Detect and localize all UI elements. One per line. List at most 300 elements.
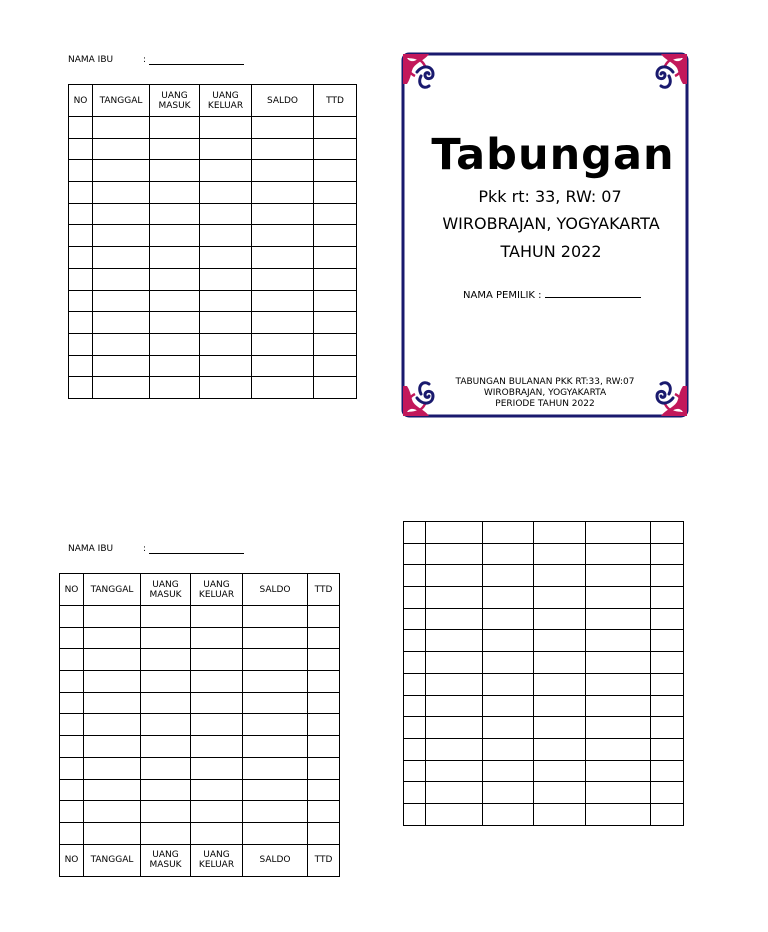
ledger-cell[interactable] [150,333,200,355]
ledger-cell[interactable] [308,671,340,693]
nama-ibu-blank[interactable] [149,553,244,554]
ledger-cell[interactable] [651,760,684,782]
ledger-cell[interactable] [141,736,191,758]
column-header: NO [60,574,84,606]
ledger-cell[interactable] [252,312,314,334]
table-row [69,160,357,182]
ledger-cell[interactable] [69,290,93,312]
ledger-cell[interactable] [404,695,426,717]
ledger-cell[interactable] [404,717,426,739]
ledger-cell[interactable] [200,117,252,139]
table-row [69,138,357,160]
ledger-cell[interactable] [252,268,314,290]
ledger-cell[interactable] [314,117,357,139]
table-row [69,117,357,139]
ledger-cell[interactable] [404,673,426,695]
ledger-cell[interactable] [69,377,93,399]
ledger-cell[interactable] [150,225,200,247]
ledger-cell[interactable] [586,543,651,565]
cover-pkk-line: Pkk rt: 33, RW: 07 [478,187,622,206]
ledger-cell[interactable] [69,182,93,204]
ledger-cell[interactable] [308,649,340,671]
ledger-cell[interactable] [93,182,150,204]
ledger-cell[interactable] [651,608,684,630]
ledger-cell[interactable] [308,801,340,823]
header-row [60,574,340,606]
ledger-cell[interactable] [60,822,84,844]
ledger-cell[interactable] [252,355,314,377]
ledger-cell[interactable] [404,652,426,674]
ledger-cell[interactable] [534,608,586,630]
ledger-cell[interactable] [314,203,357,225]
cover-footer-line: TABUNGAN BULANAN PKK RT:33, RW:07 [455,377,635,387]
ledger-cell[interactable] [426,522,483,544]
ledger-cell[interactable] [483,738,534,760]
ledger-table-top [68,84,357,399]
ledger-cell[interactable] [191,627,243,649]
ledger-cell[interactable] [404,738,426,760]
table-row [404,608,684,630]
ledger-cell[interactable] [150,203,200,225]
ledger-cell[interactable] [586,803,651,825]
ledger-cell[interactable] [252,138,314,160]
ledger-cell[interactable] [314,160,357,182]
ledger-cell[interactable] [426,717,483,739]
ledger-cell[interactable] [483,695,534,717]
ledger-cell[interactable] [651,587,684,609]
table-row [69,225,357,247]
ledger-cell[interactable] [200,138,252,160]
column-header: UANG KELUAR [191,844,243,876]
ledger-cell[interactable] [191,649,243,671]
ledger-cell[interactable] [651,782,684,804]
ledger-cell[interactable] [243,692,308,714]
column-header: TANGGAL [93,85,150,117]
ledger-cell[interactable] [252,290,314,312]
ledger-cell[interactable] [141,606,191,628]
cover-footer-line: WIROBRAJAN, YOGYAKARTA [483,388,607,398]
ledger-cell[interactable] [60,757,84,779]
ledger-cell[interactable] [191,736,243,758]
ledger-cell[interactable] [651,565,684,587]
ledger-cell[interactable] [252,182,314,204]
ledger-cell[interactable] [93,247,150,269]
ledger-cell[interactable] [483,782,534,804]
table-row [69,333,357,355]
nama-ibu-line-bottom [68,544,147,554]
ledger-cell[interactable] [404,803,426,825]
ledger-cell[interactable] [586,630,651,652]
ledger-cell[interactable] [93,225,150,247]
ledger-cell[interactable] [150,117,200,139]
ledger-cell[interactable] [60,627,84,649]
ledger-cell[interactable] [60,714,84,736]
nama-pemilik-label: NAMA PEMILIK : [463,290,542,301]
ledger-cell[interactable] [243,714,308,736]
table-row [404,565,684,587]
blank-ledger-grid [403,521,684,826]
ledger-cell[interactable] [308,822,340,844]
header-row [69,85,357,117]
ledger-cell[interactable] [93,117,150,139]
nama-ibu-colon: : [143,55,147,65]
ledger-cell[interactable] [651,522,684,544]
ledger-cell[interactable] [84,692,141,714]
ledger-cell[interactable] [252,203,314,225]
ledger-cell[interactable] [69,312,93,334]
ledger-cell[interactable] [314,290,357,312]
table-row [60,779,340,801]
ledger-cell[interactable] [243,649,308,671]
ledger-cell[interactable] [150,377,200,399]
ledger-cell[interactable] [69,160,93,182]
cover-footer [398,377,692,410]
table-row [404,695,684,717]
ledger-cell[interactable] [534,695,586,717]
ledger-cell[interactable] [93,268,150,290]
ledger-cell[interactable] [651,695,684,717]
ledger-cell[interactable] [84,736,141,758]
table-row [60,714,340,736]
ledger-cell[interactable] [308,779,340,801]
ledger-cell[interactable] [426,543,483,565]
ledger-cell[interactable] [314,333,357,355]
ledger-cell[interactable] [191,714,243,736]
ledger-cell[interactable] [191,671,243,693]
table-row [69,355,357,377]
table-row [404,717,684,739]
table-row [60,627,340,649]
ledger-cell[interactable] [651,630,684,652]
ledger-cell[interactable] [84,649,141,671]
ledger-cell[interactable] [586,652,651,674]
ledger-cell[interactable] [426,782,483,804]
ledger-cell[interactable] [483,630,534,652]
ledger-cell[interactable] [534,760,586,782]
ledger-cell[interactable] [534,673,586,695]
ledger-cell[interactable] [483,717,534,739]
ledger-cell[interactable] [404,630,426,652]
ledger-cell[interactable] [483,565,534,587]
ledger-cell[interactable] [84,671,141,693]
ledger-cell[interactable] [586,673,651,695]
ledger-cell[interactable] [651,803,684,825]
ledger-cell[interactable] [651,652,684,674]
table-row [69,203,357,225]
ledger-cell[interactable] [586,522,651,544]
column-header: SALDO [243,574,308,606]
ledger-cell[interactable] [84,801,141,823]
ledger-cell[interactable] [84,627,141,649]
ledger-cell[interactable] [534,717,586,739]
table-row [69,290,357,312]
ledger-cell[interactable] [426,587,483,609]
nama-ibu-blank[interactable] [149,64,244,65]
nama-pemilik-blank[interactable] [545,289,641,298]
ledger-cell[interactable] [651,673,684,695]
ledger-cell[interactable] [200,355,252,377]
ledger-cell[interactable] [534,738,586,760]
ledger-cell[interactable] [191,757,243,779]
ledger-cell[interactable] [314,355,357,377]
ledger-cell[interactable] [191,801,243,823]
ledger-cell[interactable] [93,312,150,334]
ledger-cell[interactable] [483,587,534,609]
ledger-cell[interactable] [308,627,340,649]
ledger-cell[interactable] [69,355,93,377]
cover-title: Tabungan [431,130,675,180]
column-header: TTD [308,574,340,606]
ledger-cell[interactable] [534,587,586,609]
ledger-cell[interactable] [243,757,308,779]
ledger-cell[interactable] [243,822,308,844]
ledger-cell[interactable] [586,760,651,782]
table-row [69,268,357,290]
ledger-cell[interactable] [252,160,314,182]
table-row [404,738,684,760]
ledger-cell[interactable] [150,290,200,312]
ledger-cell[interactable] [93,203,150,225]
ledger-cell[interactable] [69,268,93,290]
ledger-cell[interactable] [426,803,483,825]
ledger-cell[interactable] [69,203,93,225]
ledger-cell[interactable] [426,565,483,587]
ledger-cell[interactable] [200,247,252,269]
column-header: UANG KELUAR [191,574,243,606]
ledger-cell[interactable] [150,160,200,182]
column-header: UANG KELUAR [200,85,252,117]
ledger-cell[interactable] [200,312,252,334]
table-row [60,757,340,779]
table-row [69,247,357,269]
ledger-cell[interactable] [534,803,586,825]
ledger-cell[interactable] [200,333,252,355]
ledger-cell[interactable] [426,630,483,652]
table-row [60,606,340,628]
ledger-cell[interactable] [69,117,93,139]
ledger-cell[interactable] [314,182,357,204]
ledger-cell[interactable] [308,757,340,779]
ledger-cell[interactable] [252,377,314,399]
ledger-cell[interactable] [314,312,357,334]
ledger-cell[interactable] [252,333,314,355]
ledger-cell[interactable] [534,782,586,804]
footer-header-row [60,844,340,876]
ledger-cell[interactable] [404,782,426,804]
ledger-cell[interactable] [483,760,534,782]
table-row [404,782,684,804]
ledger-cell[interactable] [483,608,534,630]
ledger-cell[interactable] [308,692,340,714]
ledger-cell[interactable] [141,757,191,779]
ledger-cell[interactable] [191,822,243,844]
ledger-cell[interactable] [200,203,252,225]
ledger-cell[interactable] [586,587,651,609]
column-header: SALDO [252,85,314,117]
corner-ornament-top-left [403,54,433,87]
ledger-cell[interactable] [200,182,252,204]
ledger-cell[interactable] [426,652,483,674]
ledger-cell[interactable] [200,160,252,182]
ledger-cell[interactable] [141,692,191,714]
ledger-cell[interactable] [586,782,651,804]
ledger-cell[interactable] [243,671,308,693]
ledger-cell[interactable] [426,738,483,760]
column-header: TTD [314,85,357,117]
ledger-cell[interactable] [150,355,200,377]
ledger-cell[interactable] [314,268,357,290]
ledger-cell[interactable] [150,247,200,269]
table-row [60,822,340,844]
ledger-cell[interactable] [404,522,426,544]
table-row [404,673,684,695]
table-row [404,522,684,544]
ledger-cell[interactable] [404,565,426,587]
ledger-cell[interactable] [404,587,426,609]
ledger-cell[interactable] [651,717,684,739]
ledger-cell[interactable] [200,377,252,399]
ledger-cell[interactable] [243,736,308,758]
ledger-cell[interactable] [534,630,586,652]
ledger-cell[interactable] [84,822,141,844]
ledger-cell[interactable] [314,138,357,160]
ledger-cell[interactable] [243,779,308,801]
column-header: TANGGAL [84,844,141,876]
ledger-cell[interactable] [60,801,84,823]
ledger-cell[interactable] [534,652,586,674]
ledger-cell[interactable] [84,714,141,736]
table-row [404,630,684,652]
ledger-cell[interactable] [483,543,534,565]
ledger-cell[interactable] [586,738,651,760]
ledger-cell[interactable] [60,692,84,714]
nama-ibu-line-top [68,55,147,65]
column-header: NO [69,85,93,117]
ledger-cell[interactable] [60,779,84,801]
ledger-cell[interactable] [93,377,150,399]
ledger-cell[interactable] [191,606,243,628]
ledger-cell[interactable] [150,268,200,290]
ledger-cell[interactable] [586,717,651,739]
ledger-cell[interactable] [150,138,200,160]
ledger-table-bottom [59,573,340,877]
ledger-cell[interactable] [243,627,308,649]
ledger-cell[interactable] [534,522,586,544]
table-row [69,377,357,399]
table-row [404,587,684,609]
ledger-cell[interactable] [191,692,243,714]
ledger-cell[interactable] [483,522,534,544]
column-header: NO [60,844,84,876]
ledger-cell[interactable] [141,822,191,844]
ledger-cell[interactable] [191,779,243,801]
ledger-cell[interactable] [243,606,308,628]
ledger-cell[interactable] [426,673,483,695]
nama-ibu-label: NAMA IBU [68,55,114,65]
ledger-cell[interactable] [308,606,340,628]
cover-card [398,50,692,419]
ledger-cell[interactable] [69,138,93,160]
ledger-cell[interactable] [483,803,534,825]
ledger-cell[interactable] [483,652,534,674]
ledger-cell[interactable] [404,760,426,782]
ledger-cell[interactable] [252,247,314,269]
ledger-cell[interactable] [483,673,534,695]
ledger-cell[interactable] [586,695,651,717]
ledger-cell[interactable] [252,117,314,139]
ledger-cell[interactable] [141,627,191,649]
ledger-cell[interactable] [141,714,191,736]
ledger-cell[interactable] [534,543,586,565]
ledger-cell[interactable] [252,225,314,247]
ledger-cell[interactable] [141,801,191,823]
ledger-cell[interactable] [651,543,684,565]
ledger-cell[interactable] [141,671,191,693]
ledger-cell[interactable] [150,312,200,334]
table-row [404,543,684,565]
ledger-cell[interactable] [243,801,308,823]
ledger-cell[interactable] [308,714,340,736]
ledger-cell[interactable] [314,225,357,247]
ledger-cell[interactable] [60,606,84,628]
ledger-cell[interactable] [150,182,200,204]
ledger-cell[interactable] [314,247,357,269]
table-row [69,312,357,334]
table-row [60,649,340,671]
ledger-cell[interactable] [93,333,150,355]
ledger-cell[interactable] [534,565,586,587]
ledger-cell[interactable] [308,736,340,758]
ledger-cell[interactable] [60,736,84,758]
ledger-cell[interactable] [93,138,150,160]
ledger-cell[interactable] [60,671,84,693]
ledger-cell[interactable] [200,225,252,247]
ledger-cell[interactable] [93,290,150,312]
ledger-cell[interactable] [314,377,357,399]
ledger-cell[interactable] [404,543,426,565]
ledger-cell[interactable] [426,608,483,630]
ledger-cell[interactable] [69,225,93,247]
column-header: UANG MASUK [141,844,191,876]
column-header: UANG MASUK [141,574,191,606]
ledger-cell[interactable] [586,565,651,587]
cover-footer-line: PERIODE TAHUN 2022 [495,399,595,409]
ledger-cell[interactable] [69,247,93,269]
ledger-cell[interactable] [200,290,252,312]
ledger-cell[interactable] [586,608,651,630]
ledger-cell[interactable] [84,757,141,779]
column-header: UANG MASUK [150,85,200,117]
column-header: SALDO [243,844,308,876]
ledger-cell[interactable] [93,160,150,182]
ledger-cell[interactable] [651,738,684,760]
table-row [404,803,684,825]
ledger-cell[interactable] [84,779,141,801]
ledger-cell[interactable] [141,779,191,801]
ledger-cell[interactable] [200,268,252,290]
ledger-cell[interactable] [426,695,483,717]
table-row [69,182,357,204]
ledger-cell[interactable] [404,608,426,630]
table-row [404,760,684,782]
ledger-cell[interactable] [69,333,93,355]
ledger-cell[interactable] [84,606,141,628]
ledger-cell[interactable] [141,649,191,671]
corner-ornament-top-right [657,54,687,87]
ledger-cell[interactable] [60,649,84,671]
ledger-cell[interactable] [93,355,150,377]
ledger-cell[interactable] [426,760,483,782]
